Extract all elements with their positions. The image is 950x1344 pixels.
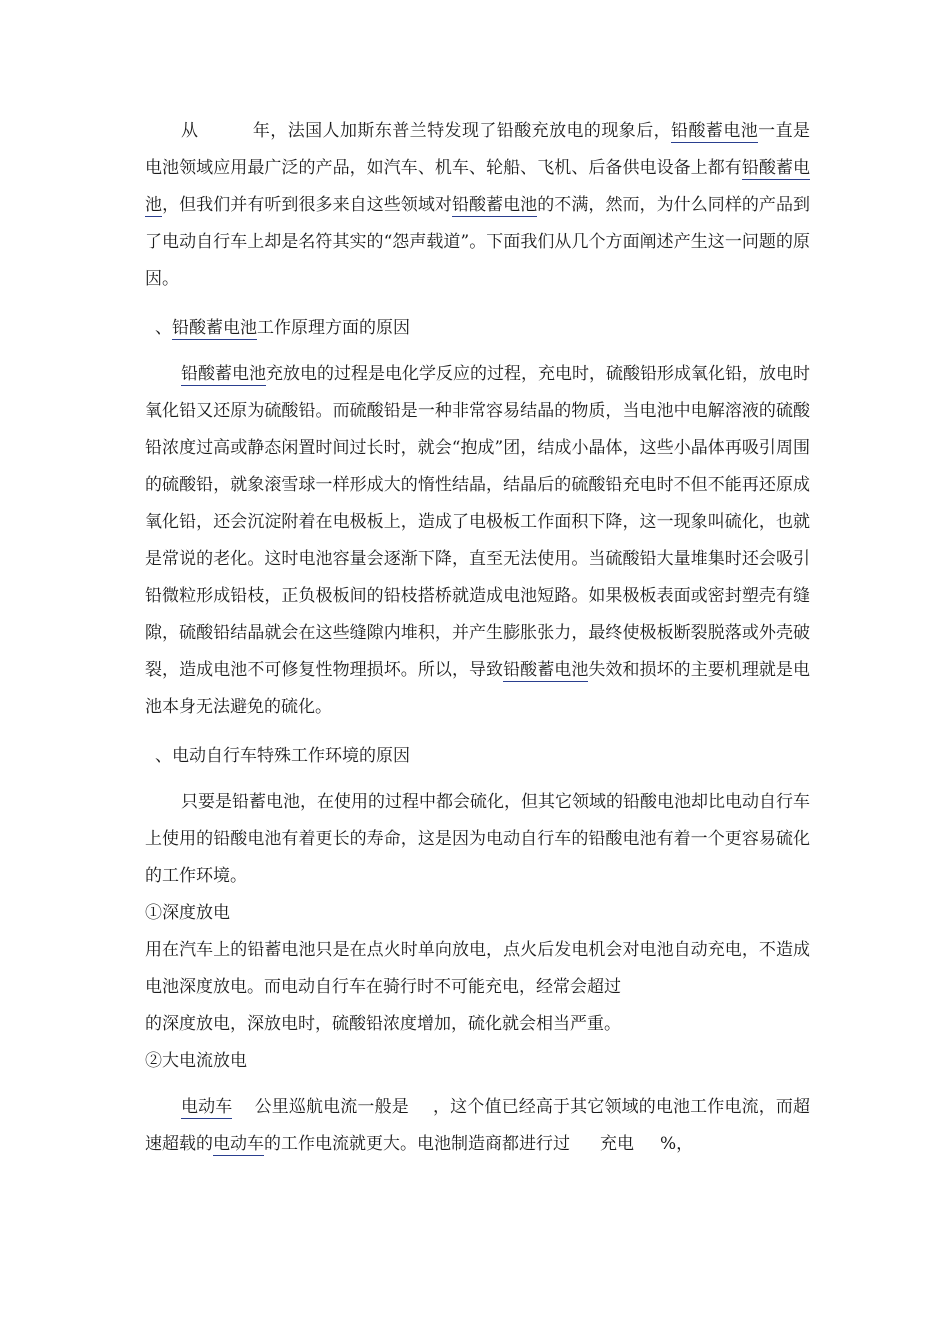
text-run: 的深度放电，深放电时，硫酸铅浓度增加，硫化就会相当严重。 xyxy=(145,1014,621,1034)
text-run: %， xyxy=(660,1134,694,1154)
keyword-link[interactable]: 电动车 xyxy=(213,1134,264,1154)
section-heading-2: 、电动自行车特殊工作环境的原因 xyxy=(155,746,410,766)
paragraph-intro xyxy=(145,113,810,298)
keyword-link[interactable]: 铅酸蓄电池 xyxy=(451,195,538,215)
document-body xyxy=(145,113,810,1163)
section-heading-1 xyxy=(145,310,810,347)
text-run: 一直是电池领域应用最广泛的产品，如汽车、机车、轮船、飞机、后备供电设备上都有 xyxy=(145,121,811,178)
text-run: 充放电的过程是电化学反应的过程，充电时，硫酸铅形成氧化铅，放电时氧化铅又还原为硫酸铅。而硫酸铅是一种非常容易结晶的物质，当电池中电解溶液的硫酸铅浓度过高或静态闲置时间过长时，就会“抱成”团，结成小晶体，这些小晶体再吸引周围的硫酸铅，就象滚雪球一样形成大的惰性结晶，结晶后的硫酸铅充电时不但不能再还原成氧化铅，还会沉淀附着在电极板上，造成了电极板工作面积下降，这一现象叫硫化，也就是常说的老化。这时电池容量会逐渐下降，直至无法使用。当硫酸铅大量堆集时还会吸引铅微粒形成铅枝，正负极板间的铅枝搭桥就造成电池短路。如果极板表面或密封塑壳有缝隙，硫酸铅结晶就会在这些缝隙内堆积，并产生膨胀张力，最终使极板断裂脱落或外壳破裂，造成电池不可修复性物理损坏。所以，导致 xyxy=(145,364,810,680)
text-run: 工作原理方面的原因 xyxy=(257,318,410,338)
keyword-link[interactable]: 铅酸蓄电池 xyxy=(172,318,257,338)
paragraph-principle xyxy=(145,356,810,726)
list-item-high-current: ②大电流放电 xyxy=(145,1051,247,1071)
text-run: 充电 xyxy=(600,1134,634,1154)
keyword-link[interactable]: 铅酸蓄电池 xyxy=(503,660,589,680)
keyword-link[interactable]: 铅酸蓄电池 xyxy=(181,364,266,384)
text-run: ，这个值已经高于其它领域的电池工作电流，而超速超载的 xyxy=(145,1097,811,1154)
text-run: 的工作电流就更大。电池制造商都进行过 xyxy=(264,1134,570,1154)
text-run: 失效和损坏的主要机理就是电池本身无法避免的硫化。 xyxy=(145,660,811,717)
text-run: 、 xyxy=(155,318,172,338)
text-run: ，但我们并有听到很多来自这些领域对 xyxy=(162,195,452,215)
text-run: 年，法国人加斯东普兰特发现了铅酸充放电的现象后， xyxy=(252,121,672,141)
paragraph-deep-discharge xyxy=(145,932,810,1043)
text-run: 公里巡航电流一般是 xyxy=(254,1097,409,1117)
list-item-deep-discharge: ①深度放电 xyxy=(145,903,230,923)
keyword-link[interactable]: 电动车 xyxy=(181,1097,233,1117)
text-run: 的不满，然而，为什么同样的产品到了电动自行车上却是名符其实的“怨声载道”。下面我们从几个方面阐述产生这一问题的原因。 xyxy=(145,195,811,289)
text-run: 从 xyxy=(181,121,199,141)
paragraph-environment: 只要是铅蓄电池，在使用的过程中都会硫化，但其它领域的铅酸电池却比电动自行车上使用的铅酸电池有着更长的寿命，这是因为电动自行车的铅酸电池有着一个更容易硫化的工作环境。 xyxy=(145,792,810,886)
text-run: 用在汽车上的铅蓄电池只是在点火时单向放电，点火后发电机会对电池自动充电，不造成电池深度放电。而电动自行车在骑行时不可能充电，经常会超过 xyxy=(145,940,810,997)
paragraph-high-current xyxy=(145,1089,810,1163)
keyword-link[interactable]: 铅酸蓄电池 xyxy=(145,158,811,215)
keyword-link[interactable]: 铅酸蓄电池 xyxy=(671,121,759,141)
